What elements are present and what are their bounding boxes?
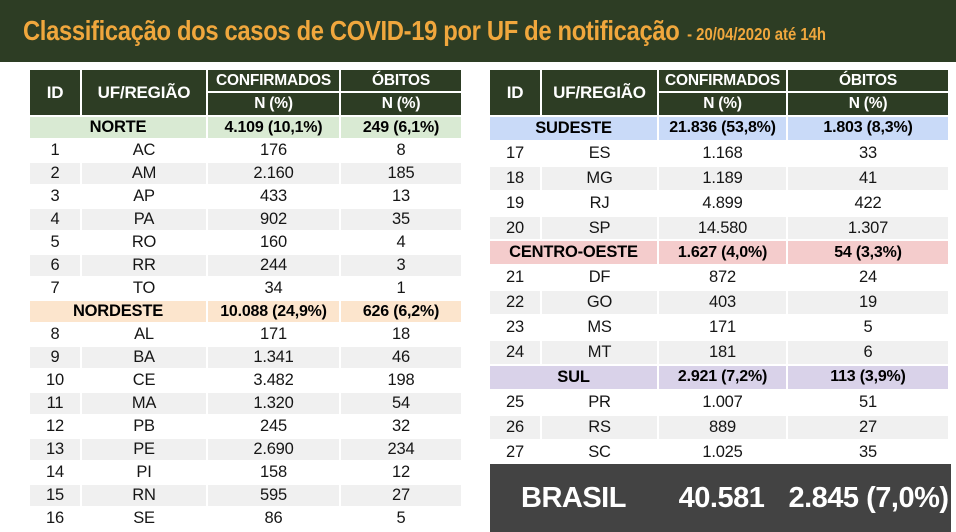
page-title: Classificação dos casos de COVID-19 por UF de notificação [22, 15, 680, 46]
subheader-n-pct-confirmados: N (%) [659, 93, 786, 115]
cell-id: 12 [30, 416, 80, 437]
cell-uf: AL [82, 324, 206, 345]
cell-uf: PA [82, 209, 206, 230]
cell-uf: DF [542, 266, 657, 289]
region-row-label: NORDESTE [30, 301, 206, 322]
cell-id: 11 [30, 393, 80, 414]
cell-id: 19 [490, 192, 540, 215]
cell-deaths: 4 [341, 232, 461, 253]
cell-deaths: 35 [788, 441, 948, 464]
cell-id: 27 [490, 441, 540, 464]
cell-deaths: 32 [341, 416, 461, 437]
cell-confirmed: 1.341 [208, 347, 339, 368]
region-confirmed-total: 4.109 (10,1%) [208, 117, 339, 138]
col-header-confirmados: CONFIRMADOS [659, 70, 786, 91]
region-deaths-total: 626 (6,2%) [341, 301, 461, 322]
cell-id: 26 [490, 416, 540, 439]
region-confirmed-total: 10.088 (24,9%) [208, 301, 339, 322]
cell-confirmed: 595 [208, 485, 339, 506]
cell-confirmed: 889 [659, 416, 786, 439]
cell-deaths: 33 [788, 142, 948, 165]
region-confirmed-total: 21.836 (53,8%) [659, 117, 786, 140]
cell-uf: PE [82, 439, 206, 460]
cell-uf: MS [542, 316, 657, 339]
cell-confirmed: 3.482 [208, 370, 339, 391]
cell-deaths: 27 [341, 485, 461, 506]
cell-uf: AM [82, 163, 206, 184]
cell-uf: SE [82, 508, 206, 529]
cell-id: 17 [490, 142, 540, 165]
cell-confirmed: 245 [208, 416, 339, 437]
cell-id: 20 [490, 217, 540, 240]
cell-confirmed: 181 [659, 341, 786, 364]
cell-uf: MA [82, 393, 206, 414]
subheader-n-pct-confirmados: N (%) [208, 93, 339, 115]
cell-deaths: 5 [788, 316, 948, 339]
cell-deaths: 8 [341, 140, 461, 161]
cell-deaths: 27 [788, 416, 948, 439]
cell-uf: MT [542, 341, 657, 364]
cell-confirmed: 902 [208, 209, 339, 230]
cell-confirmed: 171 [659, 316, 786, 339]
cell-confirmed: 14.580 [659, 217, 786, 240]
col-header-confirmados: CONFIRMADOS [208, 70, 339, 91]
cell-deaths: 35 [341, 209, 461, 230]
cell-id: 10 [30, 370, 80, 391]
cell-deaths: 13 [341, 186, 461, 207]
cell-deaths: 422 [788, 192, 948, 215]
cell-uf: GO [542, 291, 657, 314]
cell-confirmed: 1.189 [659, 167, 786, 190]
col-header-obitos: ÓBITOS [788, 70, 948, 91]
cell-id: 6 [30, 255, 80, 276]
cell-uf: PI [82, 462, 206, 483]
cell-confirmed: 244 [208, 255, 339, 276]
cell-deaths: 46 [341, 347, 461, 368]
cell-deaths: 1.307 [788, 217, 948, 240]
cases-table-sudeste-centrooeste-sul [490, 70, 948, 463]
cell-id: 14 [30, 462, 80, 483]
cell-uf: SP [542, 217, 657, 240]
col-header-id: ID [490, 70, 540, 115]
col-header-obitos: ÓBITOS [341, 70, 461, 91]
cell-deaths: 198 [341, 370, 461, 391]
cell-confirmed: 872 [659, 266, 786, 289]
region-row-label: SUDESTE [490, 117, 657, 140]
report-datetime: - 20/04/2020 até 14h [687, 24, 827, 44]
cell-deaths: 54 [341, 393, 461, 414]
cell-id: 4 [30, 209, 80, 230]
region-confirmed-total: 2.921 (7,2%) [659, 366, 786, 389]
title-banner [0, 0, 956, 62]
cell-deaths: 41 [788, 167, 948, 190]
col-header-uf-regiao: UF/REGIÃO [542, 70, 657, 115]
cell-id: 15 [30, 485, 80, 506]
cell-id: 8 [30, 324, 80, 345]
cell-uf: PR [542, 391, 657, 414]
cell-confirmed: 34 [208, 278, 339, 299]
cell-confirmed: 176 [208, 140, 339, 161]
cell-uf: PB [82, 416, 206, 437]
region-row-label: SUL [490, 366, 657, 389]
subheader-n-pct-obitos: N (%) [341, 93, 461, 115]
cell-uf: SC [542, 441, 657, 464]
col-header-id: ID [30, 70, 80, 115]
cell-uf: RR [82, 255, 206, 276]
cell-uf: AP [82, 186, 206, 207]
brasil-total-row [490, 464, 951, 532]
cell-deaths: 234 [341, 439, 461, 460]
brasil-label: BRASIL [521, 481, 626, 514]
region-deaths-total: 1.803 (8,3%) [788, 117, 948, 140]
cell-uf: AC [82, 140, 206, 161]
region-confirmed-total: 1.627 (4,0%) [659, 241, 786, 264]
cell-confirmed: 158 [208, 462, 339, 483]
cell-uf: TO [82, 278, 206, 299]
cell-uf: RN [82, 485, 206, 506]
cell-confirmed: 403 [659, 291, 786, 314]
cell-confirmed: 1.025 [659, 441, 786, 464]
cell-uf: CE [82, 370, 206, 391]
cell-deaths: 5 [341, 508, 461, 529]
cell-confirmed: 1.007 [659, 391, 786, 414]
region-deaths-total: 54 (3,3%) [788, 241, 948, 264]
cell-confirmed: 171 [208, 324, 339, 345]
cell-deaths: 12 [341, 462, 461, 483]
cell-confirmed: 2.690 [208, 439, 339, 460]
subheader-n-pct-obitos: N (%) [788, 93, 948, 115]
region-row-label: NORTE [30, 117, 206, 138]
col-header-uf-regiao: UF/REGIÃO [82, 70, 206, 115]
region-deaths-total: 249 (6,1%) [341, 117, 461, 138]
cell-uf: ES [542, 142, 657, 165]
cell-confirmed: 433 [208, 186, 339, 207]
cell-uf: BA [82, 347, 206, 368]
cell-uf: MG [542, 167, 657, 190]
cell-id: 24 [490, 341, 540, 364]
cell-confirmed: 2.160 [208, 163, 339, 184]
brasil-deaths-total: 2.845 (7,0%) [788, 481, 949, 514]
cell-confirmed: 4.899 [659, 192, 786, 215]
cases-table-norte-nordeste [30, 70, 461, 529]
cell-id: 25 [490, 391, 540, 414]
cell-id: 21 [490, 266, 540, 289]
cell-uf: RO [82, 232, 206, 253]
cell-id: 3 [30, 186, 80, 207]
title-banner-inner [0, 15, 826, 47]
cell-id: 5 [30, 232, 80, 253]
region-row-label: CENTRO-OESTE [490, 241, 657, 264]
cell-deaths: 18 [341, 324, 461, 345]
region-deaths-total: 113 (3,9%) [788, 366, 948, 389]
cell-id: 7 [30, 278, 80, 299]
cell-deaths: 3 [341, 255, 461, 276]
cell-deaths: 19 [788, 291, 948, 314]
cell-deaths: 1 [341, 278, 461, 299]
cell-uf: RJ [542, 192, 657, 215]
cell-confirmed: 1.320 [208, 393, 339, 414]
cell-id: 23 [490, 316, 540, 339]
cell-confirmed: 1.168 [659, 142, 786, 165]
cell-id: 13 [30, 439, 80, 460]
cell-deaths: 24 [788, 266, 948, 289]
cell-deaths: 185 [341, 163, 461, 184]
cell-confirmed: 86 [208, 508, 339, 529]
brasil-confirmed-total: 40.581 [678, 481, 765, 514]
cell-id: 18 [490, 167, 540, 190]
cell-id: 16 [30, 508, 80, 529]
cell-id: 2 [30, 163, 80, 184]
cell-deaths: 6 [788, 341, 948, 364]
cell-id: 9 [30, 347, 80, 368]
cell-uf: RS [542, 416, 657, 439]
cell-deaths: 51 [788, 391, 948, 414]
cell-id: 1 [30, 140, 80, 161]
cell-id: 22 [490, 291, 540, 314]
cell-confirmed: 160 [208, 232, 339, 253]
